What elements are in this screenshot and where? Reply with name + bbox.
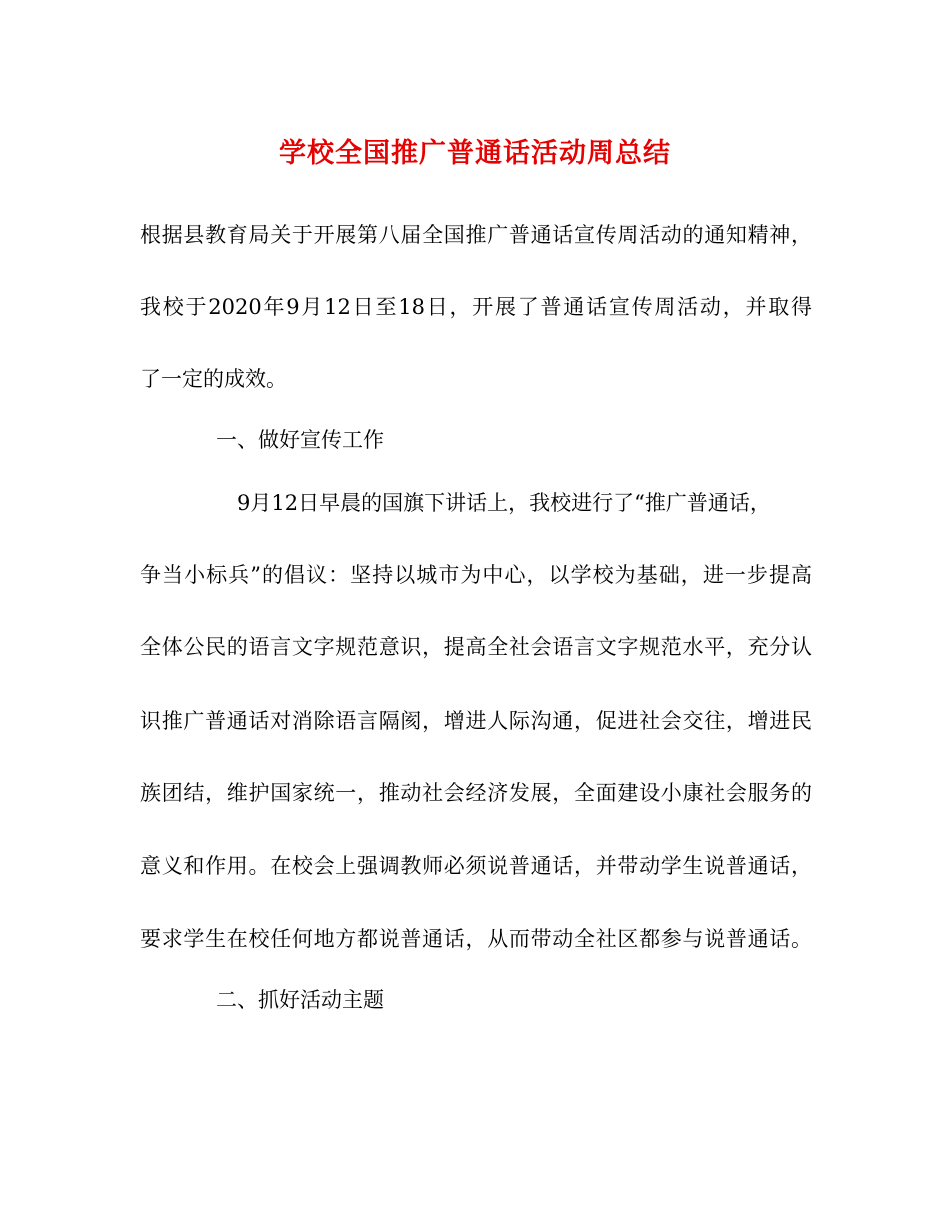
section-heading: 一、做好宣传工作: [216, 428, 384, 452]
paragraph-line: 识推广普通话对消除语言隔阂，增进人际沟通，促进社会交往，增进民: [140, 709, 812, 733]
paragraph-line: 我校于2020年9月12日至18日，开展了普通话宣传周活动，并取得: [140, 295, 812, 319]
paragraph-line: 要求学生在校任何地方都说普通话，从而带动全社区都参与说普通话。: [140, 927, 812, 951]
paragraph-line: 根据县教育局关于开展第八届全国推广普通话宣传周活动的通知精神，: [140, 223, 812, 247]
paragraph-line: 意义和作用。在校会上强调教师必须说普通话，并带动学生说普通话，: [140, 854, 812, 878]
paragraph-line: 了一定的成效。: [140, 367, 287, 391]
paragraph-line: 争当小标兵”的倡议：坚持以城市为中心，以学校为基础，进一步提高: [140, 563, 812, 587]
paragraph-line: 9月12日早晨的国旗下讲话上，我校进行了“推广普通话，: [237, 491, 771, 515]
paragraph-line: 全体公民的语言文字规范意识，提高全社会语言文字规范水平，充分认: [140, 635, 812, 659]
document-title: 学校全国推广普通话活动周总结: [279, 138, 671, 169]
paragraph-line: 族团结，维护国家统一，推动社会经济发展，全面建设小康社会服务的: [140, 781, 812, 805]
section-heading: 二、抓好活动主题: [216, 988, 384, 1012]
